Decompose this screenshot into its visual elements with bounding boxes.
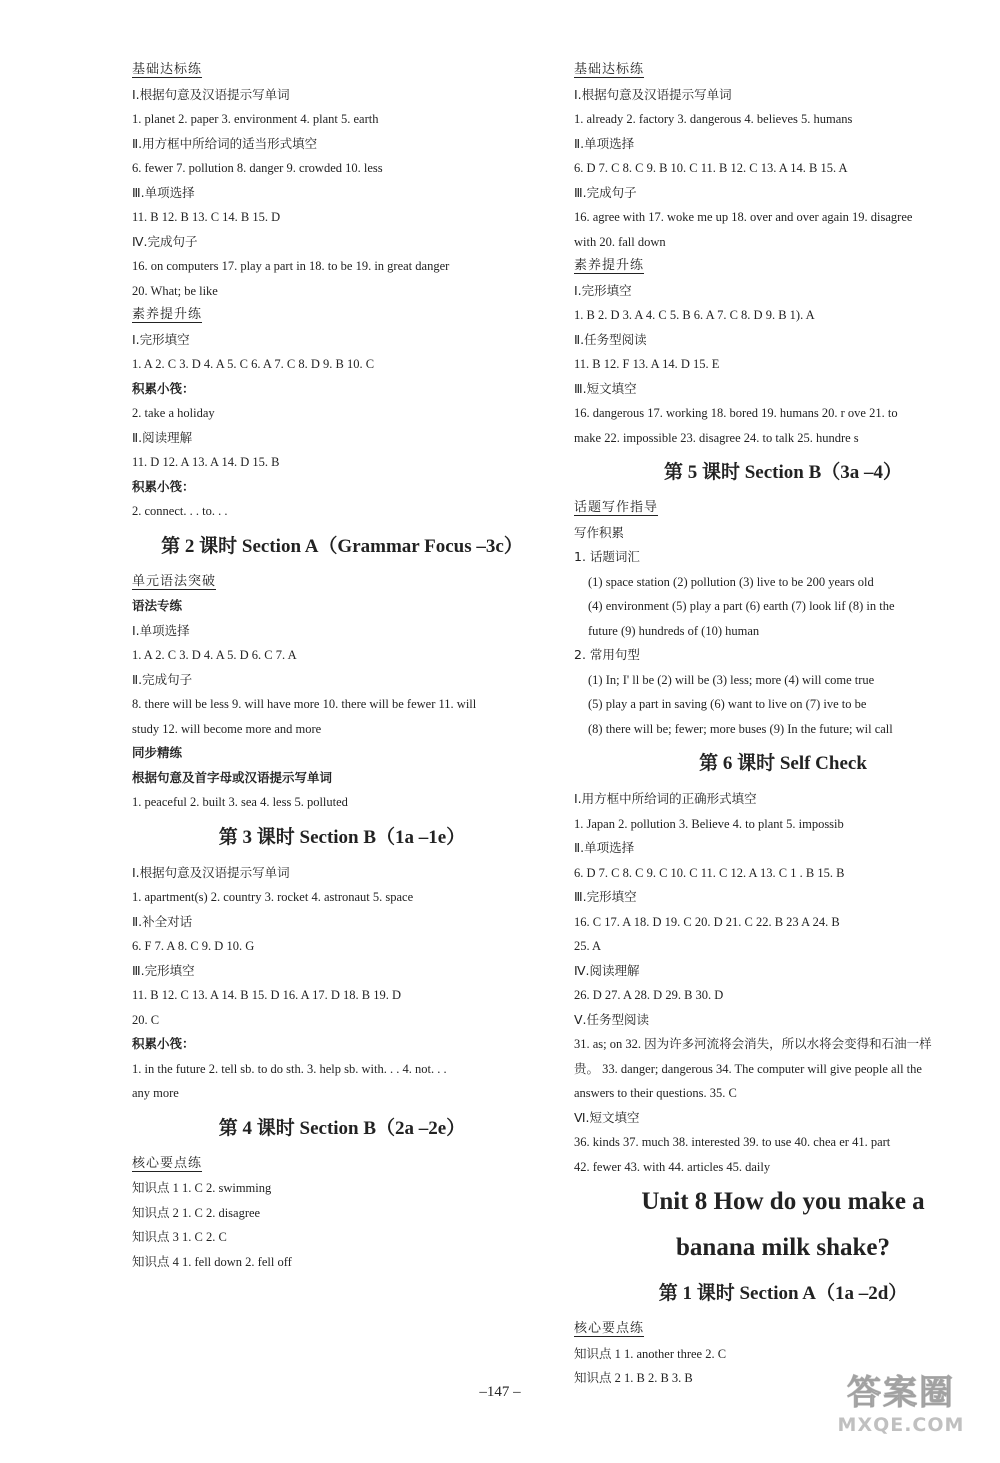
answer-line: 16. dangerous 17. working 18. bored 19. humans 20. r ove 21. to	[574, 406, 898, 420]
answer-line: study 12. will become more and more	[132, 721, 322, 736]
answer-line: 42. fewer 43. with 44. articles 45. daily	[574, 1159, 771, 1174]
exercise-heading: Ⅵ.短文填空	[574, 1109, 640, 1125]
section-heading: 核心要点练	[574, 1321, 645, 1336]
answer-line: 知识点 1 1. another three 2. C	[574, 1346, 727, 1361]
answer-line: 2. connect. . . to. . .	[132, 504, 228, 518]
sub-heading: 语法专练	[132, 598, 183, 613]
answer-line: 知识点 2 1. B 2. B 3. B	[574, 1371, 693, 1385]
section-heading: 话题写作指导	[574, 500, 659, 515]
answer-line: (5) play a part in saving (6) want to live on (7) ive to be	[588, 697, 867, 711]
answer-line: 11. B 12. B 13. C 14. B 15. D	[132, 210, 281, 224]
answer-line: 36. kinds 37. much 38. interested 39. to use 40. chea er 41. part	[574, 1135, 891, 1149]
lesson-heading: 第 2 课时 Section A（Grammar Focus –3c）	[161, 535, 523, 557]
answer-line: with 20. fall down	[574, 234, 666, 249]
section-heading: 单元语法突破	[132, 573, 217, 589]
answer-line: 1. Japan 2. pollution 3. Believe 4. to plant 5. impossib	[574, 816, 844, 831]
sub-heading: 根据句意及首字母或汉语提示写单词	[132, 769, 333, 785]
lesson-heading: 第 1 课时 Section A（1a –2d）	[658, 1283, 908, 1304]
answer-line: 1. apartment(s) 2. country 3. rocket 4. astronaut 5. space	[132, 890, 414, 904]
exercise-heading: Ⅰ.根据句意及汉语提示写单词	[132, 86, 290, 102]
left-column	[132, 58, 552, 1274]
exercise-heading: 1. 话题词汇	[574, 549, 640, 564]
answer-line: 16. on computers 17. play a part in 18. to be 19. in great danger	[132, 259, 450, 273]
sub-heading: 同步精练	[132, 745, 183, 760]
exercise-heading: Ⅰ.根据句意及汉语提示写单词	[574, 86, 732, 102]
answer-line: 8. there will be less 9. will have more 10. there will be fewer 11. will	[132, 697, 477, 711]
section-heading: 素养提升练	[132, 307, 203, 322]
section-heading: 基础达标练	[574, 62, 645, 77]
answer-line: 16. agree with 17. woke me up 18. over and over again 19. disagree	[574, 210, 913, 224]
exercise-heading: Ⅱ.阅读理解	[132, 429, 193, 445]
exercise-heading: Ⅰ.用方框中所给词的正确形式填空	[574, 791, 757, 806]
answer-line: answers to their questions. 35. C	[574, 1086, 737, 1100]
unit-title: Unit 8 How do you make a	[641, 1188, 925, 1215]
lesson-heading: 第 6 课时 Self Check	[699, 753, 867, 774]
answer-line: 6. F 7. A 8. C 9. D 10. G	[132, 939, 255, 953]
exercise-heading: Ⅰ.完形填空	[574, 282, 632, 298]
exercise-heading: Ⅲ.短文填空	[574, 380, 637, 396]
answer-line: 16. C 17. A 18. D 19. C 20. D 21. C 22. B 23 A 24. B	[574, 914, 840, 929]
answer-line: 1. peaceful 2. built 3. sea 4. less 5. polluted	[132, 795, 348, 809]
exercise-heading: 2. 常用句型	[574, 647, 640, 662]
answer-line: (1) space station (2) pollution (3) live to be 200 years old	[588, 574, 874, 589]
lesson-heading: 第 3 课时 Section B（1a –1e）	[218, 826, 466, 848]
unit-title: banana milk shake?	[676, 1234, 890, 1261]
answer-line: 25. A	[574, 939, 602, 953]
answer-line: 6. fewer 7. pollution 8. danger 9. crowded 10. less	[132, 161, 383, 175]
exercise-heading: Ⅲ.单项选择	[132, 184, 195, 200]
watermark-url: MXQE.COM	[837, 1414, 965, 1436]
answer-line: 11. B 12. C 13. A 14. B 15. D 16. A 17. D 18. B 19. D	[132, 988, 402, 1002]
exercise-heading: Ⅲ.完成句子	[574, 184, 637, 200]
exercise-heading: Ⅱ.用方框中所给词的适当形式填空	[132, 135, 318, 151]
answer-line: 1. A 2. C 3. D 4. A 5. D 6. C 7. A	[132, 648, 297, 662]
answer-line: 26. D 27. A 28. D 29. B 30. D	[574, 988, 724, 1002]
exercise-heading: Ⅴ.任务型阅读	[574, 1011, 650, 1027]
exercise-heading: Ⅱ.完成句子	[132, 671, 193, 687]
exercise-heading: Ⅲ.完形填空	[132, 962, 195, 978]
answer-line: any more	[132, 1086, 179, 1100]
answer-line: 知识点 3 1. C 2. C	[132, 1230, 227, 1244]
answer-line: future (9) hundreds of (10) human	[588, 623, 760, 638]
answer-line: 20. C	[132, 1012, 160, 1027]
answer-line: 1. A 2. C 3. D 4. A 5. C 6. A 7. C 8. D 9. B 10. C	[132, 357, 375, 371]
answer-line: 知识点 2 1. C 2. disagree	[132, 1205, 261, 1220]
exercise-heading: Ⅱ.任务型阅读	[574, 331, 647, 347]
answer-line: 1. already 2. factory 3. dangerous 4. believes 5. humans	[574, 112, 853, 126]
answer-line: 1. B 2. D 3. A 4. C 5. B 6. A 7. C 8. D 9. B 1). A	[574, 308, 815, 322]
answer-line: 1. in the future 2. tell sb. to do sth. 3. help sb. with. . . 4. not. . .	[132, 1061, 447, 1076]
answer-line: (1) In; I' ll be (2) will be (3) less; more (4) will come true	[588, 672, 875, 687]
section-heading: 核心要点练	[132, 1155, 203, 1171]
sub-heading: 积累小筏：	[132, 380, 195, 396]
answer-line: 20. What; be like	[132, 283, 218, 298]
answer-line: 知识点 1 1. C 2. swimming	[132, 1181, 272, 1195]
lesson-heading: 第 4 课时 Section B（2a –2e）	[218, 1117, 466, 1139]
exercise-heading: Ⅰ.完形填空	[132, 331, 190, 347]
watermark-logo	[816, 1365, 986, 1455]
exercise-heading: Ⅳ.完成句子	[132, 233, 198, 249]
exercise-heading: Ⅰ.单项选择	[132, 622, 190, 638]
exercise-heading: Ⅱ.单项选择	[574, 135, 635, 151]
lesson-heading: 第 5 课时 Section B（3a –4）	[663, 462, 903, 483]
answer-line: 6. D 7. C 8. C 9. C 10. C 11. C 12. A 13. C 1 . B 15. B	[574, 865, 845, 880]
answer-line: 2. take a holiday	[132, 406, 215, 420]
answer-line: (8) there will be; fewer; more buses (9) In the future; wil call	[588, 721, 893, 736]
sub-heading: 积累小筏：	[132, 478, 195, 494]
answer-line: 11. D 12. A 13. A 14. D 15. B	[132, 455, 280, 469]
answer-line: 1. planet 2. paper 3. environment 4. plant 5. earth	[132, 112, 379, 126]
watermark-title: 答案圈	[847, 1373, 955, 1413]
exercise-heading: Ⅲ.完形填空	[574, 889, 637, 904]
exercise-heading: Ⅱ.单项选择	[574, 840, 635, 855]
section-heading: 素养提升练	[574, 258, 645, 273]
exercise-heading: Ⅳ.阅读理解	[574, 962, 640, 978]
answer-line: 6. D 7. C 8. C 9. B 10. C 11. B 12. C 13. A 14. B 15. A	[574, 161, 848, 175]
exercise-heading: 写作积累	[574, 524, 625, 540]
answer-line: (4) environment (5) play a part (6) earth (7) look lif (8) in the	[588, 599, 895, 613]
sub-heading: 积累小筏：	[132, 1036, 195, 1051]
exercise-heading: Ⅱ.补全对话	[132, 913, 193, 929]
answer-line: make 22. impossible 23. disagree 24. to talk 25. hundre s	[574, 430, 859, 445]
exercise-heading: Ⅰ.根据句意及汉语提示写单词	[132, 864, 290, 880]
section-heading: 基础达标练	[132, 62, 203, 77]
answer-line: 31. as; on 32. 因为许多河流将会消失，所以水将会变得和石油一样	[574, 1037, 932, 1051]
page-number: –147 –	[479, 1384, 521, 1400]
answer-line: 知识点 4 1. fell down 2. fell off	[132, 1254, 292, 1269]
right-column	[574, 58, 992, 1391]
answer-line: 11. B 12. F 13. A 14. D 15. E	[574, 357, 720, 371]
answer-line: 贵。 33. danger; dangerous 34. The computer will give people all the	[574, 1061, 922, 1076]
